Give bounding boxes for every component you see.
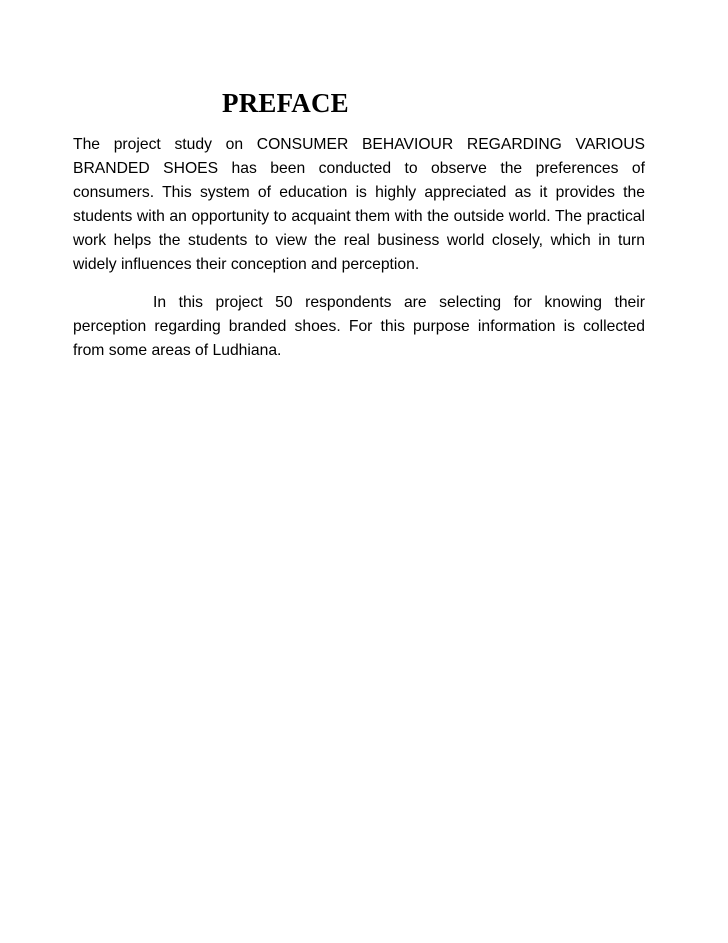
preface-paragraph-1: The project study on CONSUMER BEHAVIOUR REGARDING VARIOUS BRANDED SHOES has been conducted to observe the preferences of consumers. This system of education is highly appreciated as it provides the students with an opportunity to acquaint them with the outside world. The practical work helps the students to view the real business world closely, which in turn widely influences their conception and perception. <box>73 136 645 273</box>
preface-paragraph-2: In this project 50 respondents are selecting for knowing their perception regarding branded shoes. For this purpose information is collected from some areas of Ludhiana. <box>73 294 645 359</box>
page-title: PREFACE <box>222 88 349 118</box>
